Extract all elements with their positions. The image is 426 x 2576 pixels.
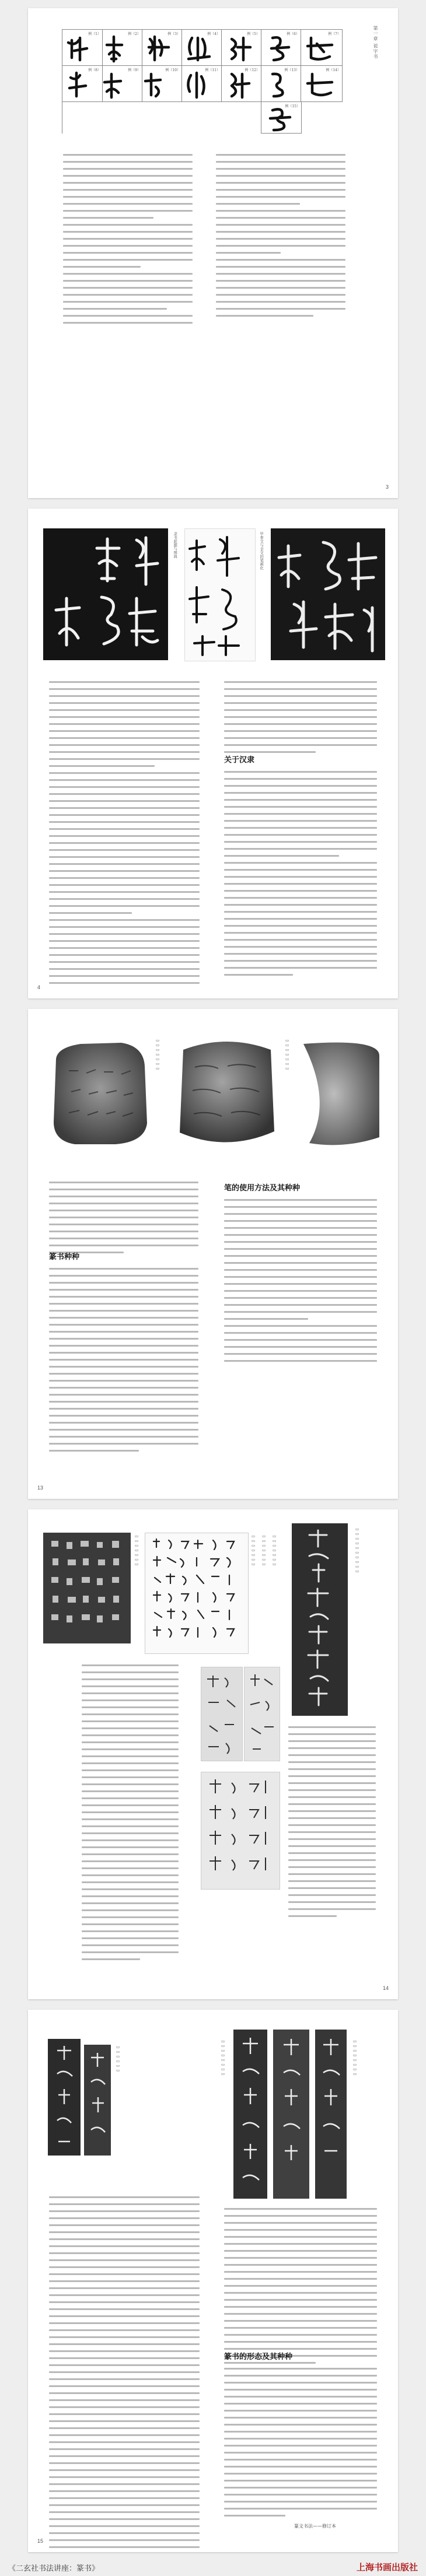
stone-inscription xyxy=(201,1667,242,1761)
inscription-chars xyxy=(145,1533,248,1653)
cell-label: 例（6） xyxy=(287,32,299,36)
footer-bar xyxy=(0,2557,426,2576)
text-column-left-2 xyxy=(49,1268,198,1457)
table-row xyxy=(62,30,343,66)
section-heading: 篆书的形态及其种种 xyxy=(224,2353,293,2361)
section-heading: 笔的使用方法及其种种 xyxy=(224,1184,301,1193)
footer-book-title: 《二玄社书法讲座：篆书》 xyxy=(8,2564,100,2573)
inscription-rubbing-left xyxy=(43,1533,131,1643)
photo-caption: ▭▭▭▭▭▭▭ xyxy=(134,1534,139,1566)
bamboo-slip-image xyxy=(292,1523,348,1716)
text-column-right xyxy=(224,1199,377,1367)
bottom-caption: 篆文书法——修订本 xyxy=(294,2524,336,2529)
cell-label: 例（5） xyxy=(247,32,260,36)
running-header: 第一章 说字书 xyxy=(373,26,378,59)
page-4 xyxy=(28,1509,398,1999)
table-row xyxy=(261,102,343,134)
page-number: 14 xyxy=(382,1985,389,1991)
text-column-left xyxy=(49,1182,198,1259)
photo-caption: ▭▭▭▭▭▭▭ xyxy=(272,1534,277,1566)
side-caption: 隶书起源与图典 xyxy=(173,532,178,559)
seal-glyphs-row-2 xyxy=(62,66,343,102)
artifact-photo-2 xyxy=(172,1032,281,1155)
rubbing-texture xyxy=(43,1533,131,1643)
bamboo-slip-chars xyxy=(315,2030,347,2199)
bamboo-slip-chars xyxy=(233,2030,267,2199)
rubbing-glyphs xyxy=(271,528,385,660)
cell-label: 例（8） xyxy=(88,68,101,72)
bamboo-slip-tall-2 xyxy=(273,2030,309,2199)
cell-label: 例（3） xyxy=(167,32,180,36)
page-1 xyxy=(28,8,398,498)
photo-caption: ▭▭▭▭▭▭▭▭ xyxy=(352,2039,358,2076)
stone-inscription xyxy=(201,1772,280,1889)
bamboo-slip-chars xyxy=(273,2030,309,2199)
character-table xyxy=(62,29,343,134)
text-column-left xyxy=(63,154,193,329)
text-column-left xyxy=(49,681,200,989)
bronze-vessel-image xyxy=(46,1036,152,1150)
cell-label: 例（12） xyxy=(245,68,260,72)
section-heading: 关于汉隶 xyxy=(224,756,255,765)
photo-caption: ▭▭▭▭▭▭▭ xyxy=(285,1038,290,1071)
artifact-photo-3 xyxy=(298,1032,385,1155)
photo-caption: ▭▭▭▭▭▭▭▭▭▭ xyxy=(355,1527,360,1573)
stone-inscription xyxy=(245,1667,280,1761)
page-number: 15 xyxy=(37,2538,44,2544)
bamboo-slip-tall-1 xyxy=(233,2030,267,2199)
artifact-photo-1 xyxy=(46,1036,152,1150)
rubbing-image-right xyxy=(271,528,385,660)
page-3 xyxy=(28,1009,398,1499)
page-2 xyxy=(28,509,398,998)
page-number: 4 xyxy=(37,984,41,990)
cell-label: 例（15） xyxy=(285,104,300,108)
cell-label: 例（7） xyxy=(328,32,341,36)
text-column-left xyxy=(82,1664,179,1965)
text-column-right-2 xyxy=(224,771,377,981)
bamboo-slip-chars xyxy=(84,2045,111,2156)
text-column-right xyxy=(224,2208,377,2369)
cell-label: 例（14） xyxy=(326,68,341,72)
inscription-photo-middle-1 xyxy=(201,1667,243,1761)
photo-caption: ▭▭▭▭▭▭▭▭ xyxy=(221,2039,226,2076)
bamboo-slip-chars xyxy=(292,1523,348,1716)
inscription-photo-middle-2 xyxy=(244,1667,280,1761)
footer-publisher: 上海书画出版社 xyxy=(356,2562,418,2573)
section-heading: 篆书种种 xyxy=(49,1253,80,1261)
rubbing-image-middle xyxy=(184,528,256,661)
seal-glyph-row-3 xyxy=(261,102,302,134)
photo-caption: ▭▭▭▭▭▭▭ xyxy=(261,1534,267,1566)
cell-label: 例（11） xyxy=(205,68,220,72)
bronze-fragment-image xyxy=(298,1032,385,1155)
photo-caption: ▭▭▭▭▭▭ xyxy=(116,2045,121,2073)
cell-label: 例（9） xyxy=(128,68,141,72)
text-column-left xyxy=(49,2196,200,2552)
photo-caption: ▭▭▭▭▭▭▭ xyxy=(251,1534,256,1566)
bamboo-slip-tall-3 xyxy=(315,2030,347,2199)
page-number: 13 xyxy=(37,1485,44,1491)
cell-label: 例（13） xyxy=(284,68,299,72)
rubbing-image-left xyxy=(43,528,168,660)
cell-label: 例（2） xyxy=(128,32,141,36)
seal-glyphs-row-1 xyxy=(62,30,343,66)
bronze-vessel-image xyxy=(172,1032,281,1155)
table-row xyxy=(62,66,343,102)
page-5 xyxy=(28,2010,398,2552)
seal-script-column xyxy=(185,529,255,661)
side-caption: 甲骨文与金文的笔画化 xyxy=(259,532,264,570)
rubbing-glyphs xyxy=(43,528,168,660)
inscription-photo-middle-3 xyxy=(201,1772,280,1890)
cell-label: 例（4） xyxy=(207,32,220,36)
photo-caption: ▭▭▭▭▭▭▭ xyxy=(155,1038,160,1071)
text-column-right-2 xyxy=(224,2368,377,2522)
bamboo-slip-image-2 xyxy=(84,2045,111,2156)
text-column-right xyxy=(224,681,377,758)
bamboo-slip-chars xyxy=(48,2039,81,2156)
cell-label: 例（1） xyxy=(88,32,101,36)
page-number: 3 xyxy=(385,484,389,490)
bamboo-slip-image xyxy=(48,2039,81,2156)
text-column-right xyxy=(216,154,345,322)
inscription-grid xyxy=(145,1533,249,1654)
cell-label: 例（10） xyxy=(165,68,180,72)
text-column-right xyxy=(288,1726,376,1922)
